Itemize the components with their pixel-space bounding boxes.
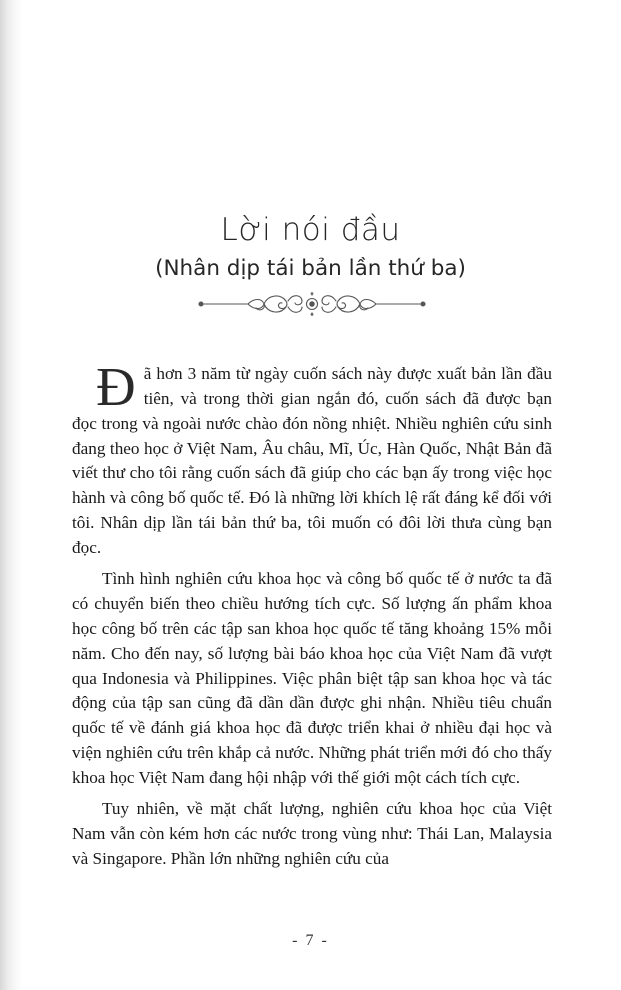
page-number: - 7 - <box>292 932 329 949</box>
chapter-subtitle: (Nhân dịp tái bản lần thứ ba) <box>155 256 466 281</box>
paragraph-3: Tuy nhiên, về mặt chất lượng, nghiên cứu khoa học của Việt Nam vẫn còn kém hơn các nước trong vùng như: Thái Lan, Malaysia và Singapore. Phần lớn những nghiên cứu của <box>72 799 552 869</box>
chapter-title: Lời nói đầu <box>220 212 401 248</box>
paragraph-1-text: ã hơn 3 năm từ ngày cuốn sách này được xuất bản lần đầu tiên, và trong thời gian ngắn đó, cuốn sách đã được bạn đọc trong và ngoài nước chào đón nồng nhiệt. Nhiều nghiên cứu sinh đang theo học ở Việt Nam, Âu châu, Mĩ, Úc, Hàn Quốc, Nhật Bản đã viết thư cho tôi rằng cuốn sách đã giúp cho các bạn ấy trong việc học hành và công bố quốc tế. Đó là những lời khích lệ rất đáng kể đối với tôi. Nhân dịp lần tái bản thứ ba, tôi muốn có đôi lời thưa cùng bạn đọc. <box>72 364 552 557</box>
paragraph-1 <box>72 356 552 561</box>
drop-cap: Đ <box>96 356 136 417</box>
ornament-divider-icon <box>196 289 428 319</box>
body-text <box>72 356 552 872</box>
page-spine-shadow <box>0 0 22 990</box>
paragraph-2: Tình hình nghiên cứu khoa học và công bố quốc tế ở nước ta đã có chuyển biến theo chiều hướng tích cực. Số lượng ấn phẩm khoa học công bố trên các tập san khoa học quốc tế tăng khoảng 15% mỗi năm. Cho đến nay, số lượng bài báo khoa học của Việt Nam đã vượt qua Indonesia và Philippines. Việc phân biệt tập san khoa học và tác động của tập san cũng đã dần dần được ghi nhận. Nhiều tiêu chuẩn quốc tế về đánh giá khoa học đã được triển khai ở nhiều đại học và viện nghiên cứu trên khắp cả nước. Những phát triển mới đó cho thấy khoa học Việt Nam đang hội nhập với thế giới một cách tích cực. <box>72 569 552 787</box>
